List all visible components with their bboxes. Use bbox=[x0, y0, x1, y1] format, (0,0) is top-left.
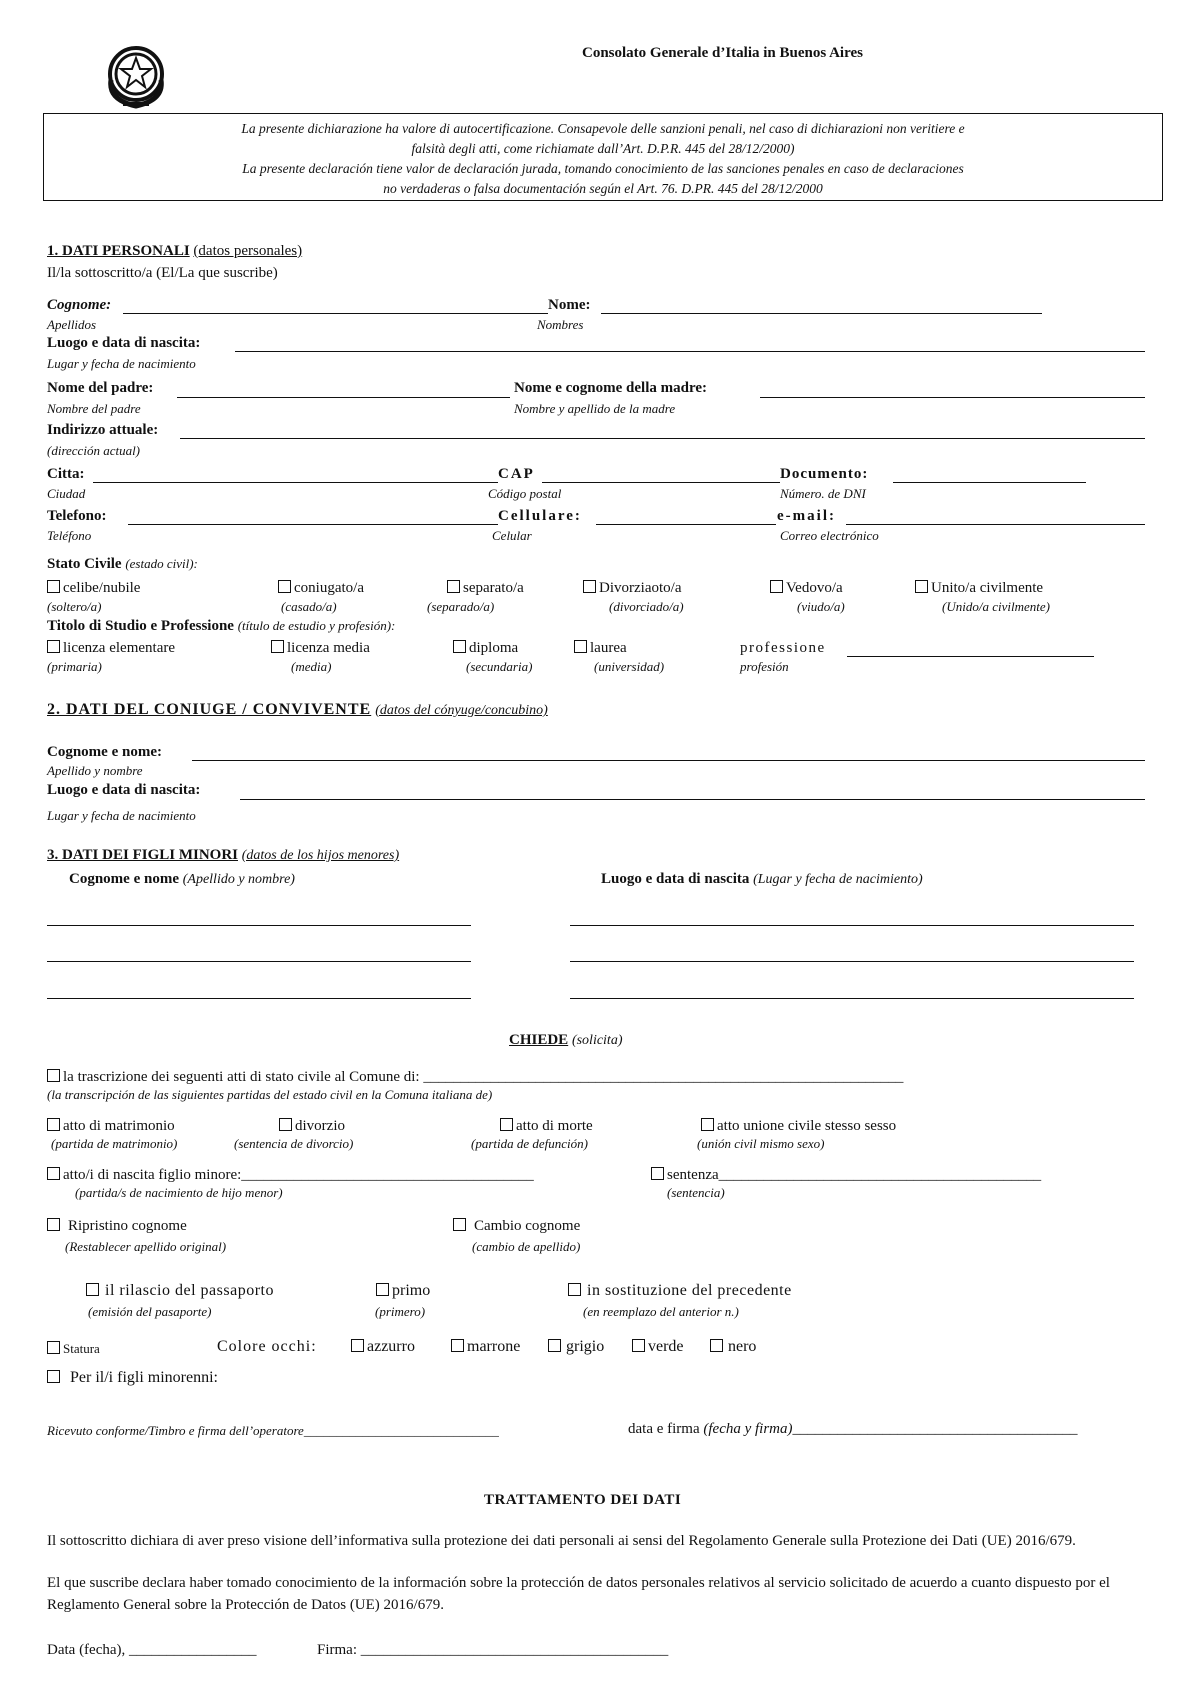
passaporto-option[interactable]: il rilascio del passaporto bbox=[86, 1282, 274, 1300]
checkbox[interactable] bbox=[447, 580, 460, 593]
checkbox[interactable] bbox=[279, 1118, 292, 1131]
checkbox[interactable] bbox=[548, 1339, 561, 1352]
matrimonio-es: (partida de matrimonio) bbox=[51, 1136, 178, 1151]
stato-option-coniugato-es: (casado/a) bbox=[281, 599, 337, 614]
indirizzo-es: (dirección actual) bbox=[47, 443, 141, 458]
cellulare-label: Cellulare: bbox=[498, 508, 582, 524]
stato-option-vedovo-es: (viudo/a) bbox=[797, 599, 845, 614]
coniuge-nome-label: Cognome e nome: bbox=[47, 744, 162, 760]
ripristino-es: (Restablecer apellido original) bbox=[65, 1239, 227, 1254]
unione-option[interactable]: atto unione civile stesso sesso bbox=[701, 1118, 896, 1135]
titolo-option-laurea[interactable]: laurea bbox=[574, 640, 627, 657]
checkbox[interactable] bbox=[451, 1339, 464, 1352]
cognome-es: Apellidos bbox=[47, 317, 97, 332]
passaporto-es: (emisión del pasaporte) bbox=[88, 1304, 212, 1319]
notice-es-2: no verdaderas o falsa documentación según el Art. 76. D.PR. 445 del 28/12/2000 bbox=[383, 181, 823, 196]
checkbox[interactable] bbox=[47, 1167, 60, 1180]
checkbox[interactable] bbox=[47, 1370, 60, 1383]
stato-option-divorziato[interactable]: Divorziaoto/a bbox=[583, 580, 681, 597]
section1-intro: Il/la sottoscritto/a (El/La que suscribe) bbox=[47, 265, 278, 281]
checkbox[interactable] bbox=[453, 1218, 466, 1231]
checkbox[interactable] bbox=[47, 580, 60, 593]
cap-label: CAP bbox=[498, 466, 535, 482]
checkbox[interactable] bbox=[568, 1283, 581, 1296]
data-fecha-field[interactable]: Data (fecha), _________________ bbox=[47, 1642, 257, 1658]
stato-option-coniugato[interactable]: coniugato/a bbox=[278, 580, 364, 597]
divorzio-es: (sentencia de divorcio) bbox=[234, 1136, 354, 1151]
titolo-option-media-es: (media) bbox=[291, 659, 332, 674]
sostituzione-option[interactable]: in sostituzione del precedente bbox=[568, 1282, 792, 1300]
stato-option-unito-es: (Unido/a civilmente) bbox=[942, 599, 1050, 614]
coniuge-luogo-es: Lugar y fecha de nacimiento bbox=[47, 808, 196, 823]
primo-option[interactable]: primo bbox=[376, 1282, 430, 1300]
documento-label: Documento: bbox=[780, 466, 869, 482]
checkbox[interactable] bbox=[583, 580, 596, 593]
cap-es: Código postal bbox=[488, 486, 562, 501]
figli-col-luogo: Luogo e data di nascita (Lugar y fecha de nacimiento) bbox=[601, 871, 923, 887]
professione-field[interactable] bbox=[847, 656, 1094, 657]
occhi-grigio[interactable]: grigio bbox=[548, 1338, 604, 1356]
coniuge-luogo-field[interactable] bbox=[240, 799, 1145, 800]
sentenza-es: (sentencia) bbox=[667, 1185, 725, 1200]
trattamento-it: Il sottoscritto dichiara di aver preso visione dell’informativa sulla protezione dei dati personali ai sensi del Regolamento Generale sulla Protezione dei Dati (UE) 2016/679. bbox=[47, 1533, 1076, 1549]
indirizzo-label: Indirizzo attuale: bbox=[47, 422, 159, 438]
statura-option[interactable]: Statura bbox=[47, 1341, 100, 1357]
section1-title: 1. DATI PERSONALI (datos personales) bbox=[47, 243, 303, 259]
section3-title: 3. DATI DEI FIGLI MINORI (datos de los hijos menores) bbox=[47, 847, 400, 863]
stato-civile-label: Stato Civile (estado civil): bbox=[47, 556, 198, 572]
titolo-label: Titolo di Studio e Professione (título de estudio y profesión): bbox=[47, 618, 396, 634]
nome-es: Nombres bbox=[537, 317, 584, 332]
occhi-marrone[interactable]: marrone bbox=[451, 1338, 520, 1356]
trattamento-title: TRATTAMENTO DEI DATI bbox=[484, 1492, 682, 1508]
stato-option-celibe[interactable]: celibe/nubile bbox=[47, 580, 140, 597]
coniuge-nome-field[interactable] bbox=[192, 760, 1145, 761]
stato-option-unito[interactable]: Unito/a civilmente bbox=[915, 580, 1043, 597]
citta-label: Citta: bbox=[47, 466, 85, 482]
cap-field[interactable] bbox=[542, 482, 780, 483]
checkbox[interactable] bbox=[86, 1283, 99, 1296]
occhi-nero[interactable]: nero bbox=[710, 1338, 756, 1356]
notice-it-2: falsità degli atti, come richiamate dall’Art. D.P.R. 445 del 28/12/2000) bbox=[411, 141, 795, 156]
padre-es: Nombre del padre bbox=[47, 401, 141, 416]
figlio-2-nome-field[interactable] bbox=[47, 961, 471, 962]
matrimonio-option[interactable]: atto di matrimonio bbox=[47, 1118, 175, 1135]
titolo-option-diploma-es: (secundaria) bbox=[466, 659, 533, 674]
nascita-option[interactable]: atto/i di nascita figlio minore:_______________________________________ bbox=[47, 1167, 534, 1184]
titolo-option-media[interactable]: licenza media bbox=[271, 640, 370, 657]
email-field[interactable] bbox=[846, 524, 1145, 525]
indirizzo-field[interactable] bbox=[180, 438, 1145, 439]
stato-option-divorziato-es: (divorciado/a) bbox=[609, 599, 684, 614]
checkbox[interactable] bbox=[915, 580, 928, 593]
figlio-2-luogo-field[interactable] bbox=[570, 961, 1134, 962]
madre-label: Nome e cognome della madre: bbox=[514, 380, 708, 396]
checkbox[interactable] bbox=[651, 1167, 664, 1180]
documento-field[interactable] bbox=[893, 482, 1086, 483]
stato-option-vedovo[interactable]: Vedovo/a bbox=[770, 580, 843, 597]
checkbox[interactable] bbox=[47, 1118, 60, 1131]
figlio-3-nome-field[interactable] bbox=[47, 998, 471, 999]
figlio-3-luogo-field[interactable] bbox=[570, 998, 1134, 999]
cognome-label: Cognome: bbox=[47, 297, 112, 313]
unione-es: (unión civil mismo sexo) bbox=[697, 1136, 825, 1151]
trattamento-es: El que suscribe declara haber tomado conocimiento de la información sobre la protección de datos personales relativos al servicio solicitado de acuerdo a cuanto dispuesto por el Reglamento General sobre la Protección de Datos (UE) 2016/679. bbox=[47, 1575, 1110, 1613]
email-label: e-mail: bbox=[777, 508, 836, 524]
luogo-es: Lugar y fecha de nacimiento bbox=[47, 356, 196, 371]
cellulare-field[interactable] bbox=[596, 524, 776, 525]
titolo-option-elementare-es: (primaria) bbox=[47, 659, 102, 674]
titolo-option-elementare[interactable]: licenza elementare bbox=[47, 640, 175, 657]
luogo-field[interactable] bbox=[235, 351, 1145, 352]
nome-label: Nome: bbox=[548, 297, 591, 313]
professione-es: profesión bbox=[740, 659, 789, 674]
cellulare-es: Celular bbox=[492, 528, 532, 543]
checkbox[interactable] bbox=[271, 640, 284, 653]
checkbox[interactable] bbox=[701, 1118, 714, 1131]
stato-option-celibe-es: (soltero/a) bbox=[47, 599, 102, 614]
cambio-option[interactable]: Cambio cognome bbox=[453, 1218, 580, 1235]
checkbox[interactable] bbox=[574, 640, 587, 653]
ricevuto-label: Ricevuto conforme/Timbro e firma dell’operatore______________________________ bbox=[47, 1423, 499, 1438]
nome-field[interactable] bbox=[601, 313, 1042, 314]
morte-es: (partida de defunción) bbox=[471, 1136, 588, 1151]
checkbox[interactable] bbox=[47, 640, 60, 653]
checkbox[interactable] bbox=[453, 640, 466, 653]
nascita-es: (partida/s de nacimiento de hijo menor) bbox=[75, 1185, 283, 1200]
checkbox[interactable] bbox=[632, 1339, 645, 1352]
citta-field[interactable] bbox=[93, 482, 498, 483]
checkbox[interactable] bbox=[47, 1218, 60, 1231]
documento-es: Número. de DNI bbox=[780, 486, 866, 501]
telefono-field[interactable] bbox=[128, 524, 498, 525]
madre-es: Nombre y apellido de la madre bbox=[514, 401, 676, 416]
figli-minorenni-option[interactable]: Per il/i figli minorenni: bbox=[47, 1369, 218, 1387]
telefono-es: Teléfono bbox=[47, 528, 92, 543]
notice-box bbox=[43, 113, 1163, 201]
coniuge-nome-es: Apellido y nombre bbox=[47, 763, 143, 778]
trascrizione-es: (la transcripción de las siguientes partidas del estado civil en la Comuna italiana de) bbox=[47, 1087, 493, 1102]
padre-label: Nome del padre: bbox=[47, 380, 154, 396]
telefono-label: Telefono: bbox=[47, 508, 107, 524]
notice-it-1: La presente dichiarazione ha valore di autocertificazione. Consapevole delle sanzioni penali, nel caso di dichiarazioni non veritiere e bbox=[241, 121, 965, 136]
colore-occhi-label: Colore occhi: bbox=[217, 1338, 317, 1355]
luogo-label: Luogo e data di nascita: bbox=[47, 335, 201, 351]
cambio-es: (cambio de apellido) bbox=[472, 1239, 581, 1254]
figlio-1-luogo-field[interactable] bbox=[570, 925, 1134, 926]
padre-field[interactable] bbox=[177, 397, 510, 398]
checkbox[interactable] bbox=[376, 1283, 389, 1296]
checkbox[interactable] bbox=[351, 1339, 364, 1352]
email-es: Correo electrónico bbox=[780, 528, 879, 543]
checkbox[interactable] bbox=[278, 580, 291, 593]
firma-field[interactable]: Firma: _________________________________________ bbox=[317, 1642, 669, 1658]
coniuge-luogo-label: Luogo e data di nascita: bbox=[47, 782, 201, 798]
divorzio-option[interactable]: divorzio bbox=[279, 1118, 345, 1135]
data-firma-label: data e firma (fecha y firma)______________________________________ bbox=[628, 1421, 1078, 1437]
section2-title: 2. DATI DEL CONIUGE / CONVIVENTE (datos del cónyuge/concubino) bbox=[47, 701, 548, 718]
professione-label: professione bbox=[740, 640, 826, 656]
stato-option-separato-es: (separado/a) bbox=[427, 599, 495, 614]
sentenza-option[interactable]: sentenza___________________________________________ bbox=[651, 1167, 1041, 1184]
titolo-option-diploma[interactable]: diploma bbox=[453, 640, 518, 657]
checkbox[interactable] bbox=[500, 1118, 513, 1131]
italy-emblem-icon bbox=[103, 40, 169, 112]
ripristino-option[interactable]: Ripristino cognome bbox=[47, 1218, 187, 1235]
trascrizione-option[interactable]: la trascrizione dei seguenti atti di stato civile al Comune di: ________________________________________________________________ bbox=[47, 1069, 903, 1086]
titolo-option-laurea-es: (universidad) bbox=[594, 659, 665, 674]
figlio-1-nome-field[interactable] bbox=[47, 925, 471, 926]
notice-es-1: La presente declaración tiene valor de declaración jurada, tomando conocimiento de las sanciones penales en caso de declaraciones bbox=[242, 161, 964, 176]
checkbox[interactable] bbox=[710, 1339, 723, 1352]
consulate-name: Consolato Generale d’Italia in Buenos Aires bbox=[582, 45, 863, 61]
checkbox[interactable] bbox=[47, 1069, 60, 1082]
cognome-field[interactable] bbox=[123, 313, 548, 314]
madre-field[interactable] bbox=[760, 397, 1145, 398]
occhi-azzurro[interactable]: azzurro bbox=[351, 1338, 415, 1356]
sostituzione-es: (en reemplazo del anterior n.) bbox=[583, 1304, 739, 1319]
morte-option[interactable]: atto di morte bbox=[500, 1118, 593, 1135]
citta-es: Ciudad bbox=[47, 486, 86, 501]
chiede-title: CHIEDE (solicita) bbox=[509, 1032, 623, 1048]
primo-es: (primero) bbox=[375, 1304, 426, 1319]
stato-option-separato[interactable]: separato/a bbox=[447, 580, 524, 597]
figli-col-nome: Cognome e nome (Apellido y nombre) bbox=[69, 871, 295, 887]
occhi-verde[interactable]: verde bbox=[632, 1338, 684, 1356]
checkbox[interactable] bbox=[47, 1341, 60, 1354]
checkbox[interactable] bbox=[770, 580, 783, 593]
